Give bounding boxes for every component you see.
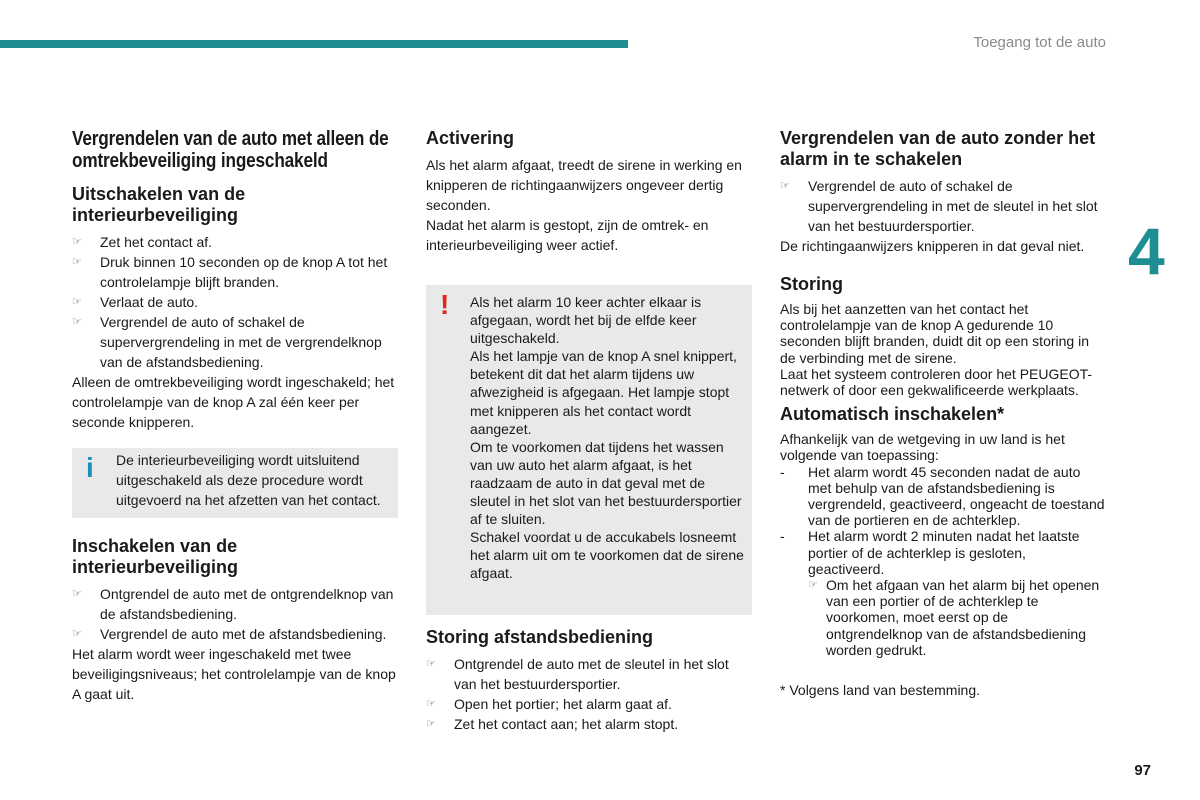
dash-marker: -	[780, 463, 785, 480]
column-1	[72, 128, 398, 704]
list-item: ☞ Vergrendel de auto met de afstandsbediening.	[72, 626, 387, 642]
running-header: Toegang tot de auto	[973, 34, 1106, 51]
pointing-hand-icon: ☞	[808, 579, 818, 592]
list-item: ☞ Vergrendel de auto of schakel de supervergrendeling in met de vergrendelknop van de afstandsbediening.	[72, 314, 382, 370]
section-heading: Uitschakelen van de interieurbeveiliging	[72, 184, 246, 225]
section-heading: Automatisch inschakelen*	[780, 404, 1005, 425]
pointing-hand-icon: ☞	[72, 256, 82, 268]
section-heading: Activering	[426, 128, 515, 148]
dash-item: - Het alarm wordt 2 minuten nadat het laatste portier of de achterklep is gesloten, geactiveerd.	[780, 528, 1080, 577]
section-heading: Storing	[780, 274, 843, 294]
pointing-hand-icon: ☞	[72, 628, 82, 640]
sub-item: ☞ Om het afgaan van het alarm bij het openen van een portier of de achterklep te voorkomen, moet eerst op de ontgrendelknop van de afstandsbediening worden gedrukt.	[808, 577, 1100, 658]
list-item: ☞ Zet het contact af.	[72, 234, 213, 250]
header-accent-bar	[0, 40, 628, 48]
body-text: Laat het systeem controleren door het PEUGEOT-netwerk of door een gekwalificeerde werkplaats.	[780, 365, 1093, 399]
column-2	[426, 128, 752, 734]
pointing-hand-icon: ☞	[426, 697, 436, 710]
warning-note	[426, 285, 752, 615]
pointing-hand-icon: ☞	[72, 588, 82, 600]
body-text: Alleen de omtrekbeveiliging wordt ingeschakeld; het controlelampje van de knop A zal één keer per seconde knipperen.	[72, 374, 395, 430]
pointing-hand-icon: ☞	[72, 236, 82, 248]
list-item: ☞ Ontgrendel de auto met de sleutel in het slot van het bestuurdersportier.	[426, 655, 729, 692]
section-heading: Storing afstandsbediening	[426, 626, 654, 647]
warning-text: Schakel voordat u de accukabels losneemt het alarm uit om te voorkomen dat de sirene afgaat.	[470, 529, 744, 582]
dash-item: - Het alarm wordt 45 seconden nadat de auto met behulp van de afstandsbediening is vergrendeld, geactiveerd, ongeacht de toestand van de portieren en de achterklep.	[780, 463, 1105, 529]
list-item: ☞ Zet het contact aan; het alarm stopt.	[426, 715, 679, 732]
chapter-number: 4	[1128, 214, 1165, 288]
body-text: Nadat het alarm is gestopt, zijn de omtrek- en interieurbeveiliging weer actief.	[426, 217, 709, 253]
main-title: Vergrendelen van de auto met alleen de omtrekbeveiliging ingeschakeld	[72, 128, 389, 172]
page-number: 97	[1134, 762, 1151, 779]
pointing-hand-icon: ☞	[780, 180, 790, 192]
pointing-hand-icon: ☞	[426, 657, 436, 670]
dash-marker: -	[780, 528, 785, 545]
warning-text: Om te voorkomen dat tijdens het wassen van uw auto het alarm afgaat, is het raadzaam de auto in dat geval met de sleutel in het slot van het bestuurdersportier af te sluiten.	[470, 438, 742, 528]
body-text: Als het alarm afgaat, treedt de sirene in werking en knipperen de richtingaanwijzers ongeveer dertig seconden.	[426, 157, 742, 213]
body-text: Het alarm wordt weer ingeschakeld met twee beveiligingsniveaus; het controlelampje van de knop A gaat uit.	[72, 646, 396, 702]
pointing-hand-icon: ☞	[72, 316, 82, 328]
pointing-hand-icon: ☞	[72, 296, 82, 308]
body-text: Afhankelijk van de wetgeving in uw land is het volgende van toepassing:	[780, 431, 1065, 464]
section-heading: Inschakelen van de interieurbeveiliging	[72, 536, 239, 577]
list-item: ☞ Open het portier; het alarm gaat af.	[426, 695, 672, 712]
body-text: De richtingaanwijzers knipperen in dat geval niet.	[780, 238, 1085, 254]
info-text: De interieurbeveiliging wordt uitsluitend uitgeschakeld als deze procedure wordt uitgevoerd na het afzetten van het contact.	[116, 452, 381, 508]
list-item: ☞ Ontgrendel de auto met de ontgrendelknop van de afstandsbediening.	[72, 586, 394, 622]
list-item: ☞ Verlaat de auto.	[72, 294, 199, 310]
list-item: ☞ Druk binnen 10 seconden op de knop A tot het controlelampje blijft branden.	[72, 254, 388, 290]
warning-text: Als het lampje van de knop A snel knippert, betekent dit dat het alarm tijdens uw afwezigheid is afgegaan. Het lampje stopt met knipperen als het contact wordt aangezet.	[470, 348, 737, 437]
warning-icon: !	[440, 289, 450, 320]
pointing-hand-icon: ☞	[426, 717, 436, 730]
info-note	[72, 448, 398, 518]
section-heading: Vergrendelen van de auto zonder het alarm in te schakelen	[780, 128, 1096, 169]
footnote: * Volgens land van bestemming.	[780, 682, 981, 699]
column-3	[780, 128, 1106, 700]
body-text: Als bij het aanzetten van het contact het controlelampje van de knop A gedurende 10 seconden blijft branden, duidt dit op een storing in de verbinding met de sirene.	[780, 301, 1089, 366]
info-icon: i	[86, 452, 94, 483]
warning-text: Als het alarm 10 keer achter elkaar is afgegaan, wordt het bij de elfde keer uitgeschakeld.	[470, 294, 702, 347]
list-item: ☞ Vergrendel de auto of schakel de supervergrendeling in met de sleutel in het slot van het bestuurdersportier.	[780, 178, 1098, 234]
